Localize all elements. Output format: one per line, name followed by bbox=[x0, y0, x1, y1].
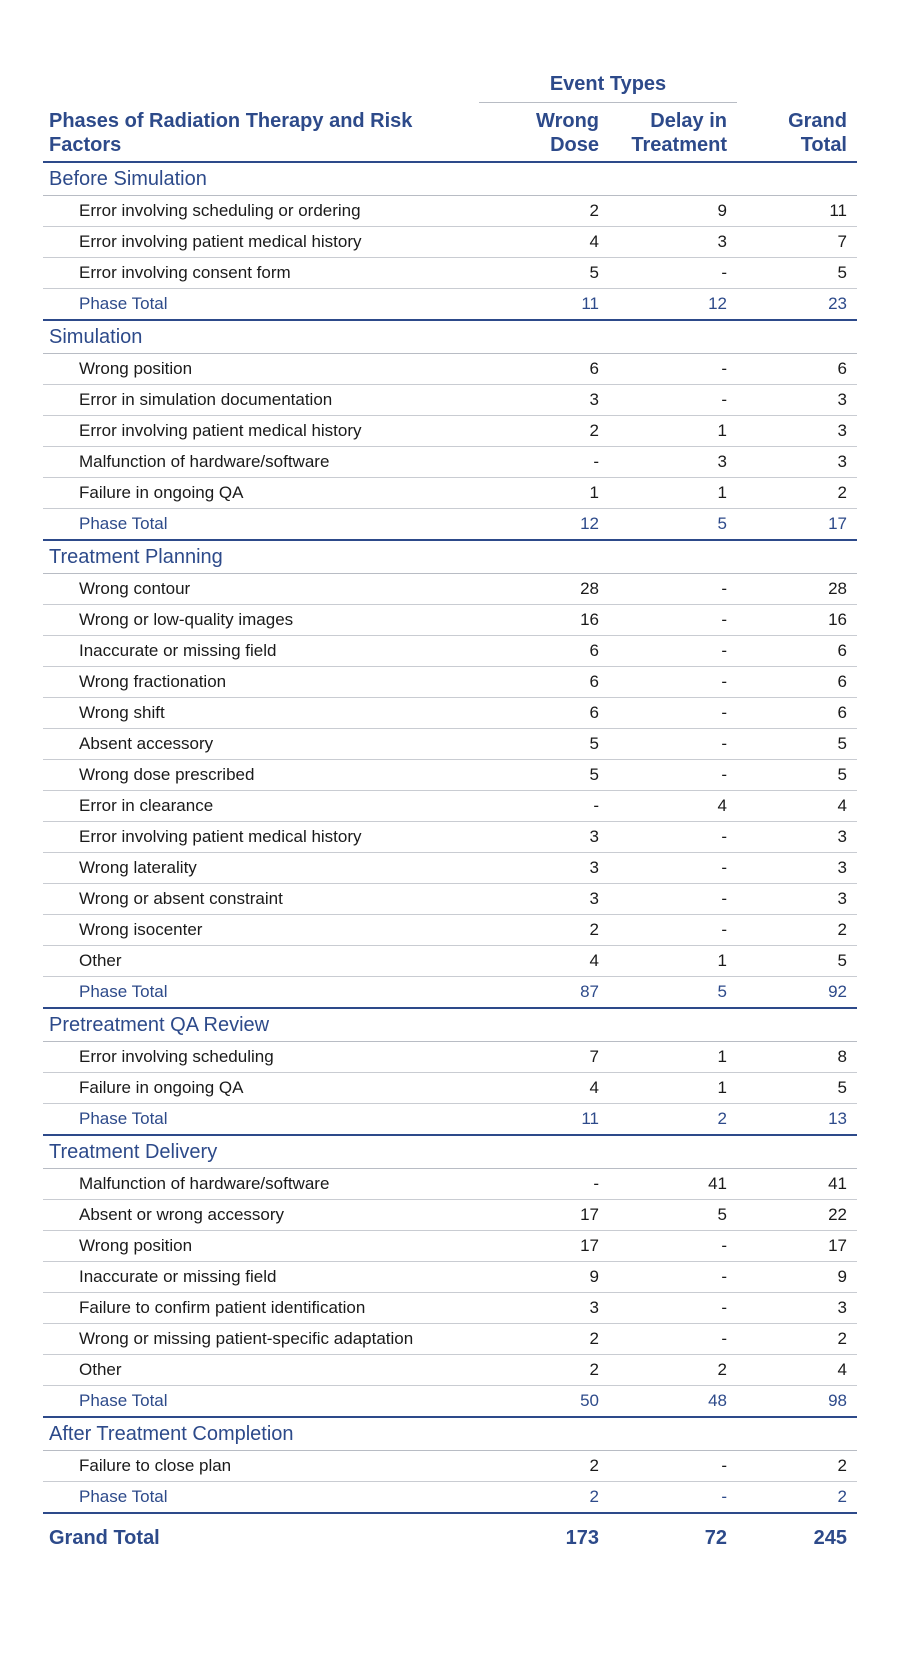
wrong-dose-value: 3 bbox=[479, 385, 609, 416]
phase-total-wrong-dose: 2 bbox=[479, 1482, 609, 1514]
delay-value: - bbox=[609, 915, 737, 946]
risk-factor-label: Wrong position bbox=[43, 354, 479, 385]
risk-factor-label: Wrong laterality bbox=[43, 853, 479, 884]
phase-total-wrong-dose: 50 bbox=[479, 1386, 609, 1418]
event-types-label: Event Types bbox=[549, 73, 667, 95]
table-row bbox=[43, 1073, 857, 1104]
wrong-dose-value: 17 bbox=[479, 1200, 609, 1231]
phase-total-wrong-dose: 11 bbox=[479, 289, 609, 321]
table-row bbox=[43, 447, 857, 478]
grand-total-value: 3 bbox=[737, 853, 857, 884]
phase-total-grand: 2 bbox=[737, 1482, 857, 1514]
risk-factor-label: Wrong or missing patient-specific adaptation bbox=[43, 1324, 479, 1355]
risk-factor-label: Wrong or absent constraint bbox=[43, 884, 479, 915]
wrong-dose-value: 3 bbox=[479, 853, 609, 884]
delay-value: 41 bbox=[609, 1169, 737, 1200]
grand-total-value: 3 bbox=[737, 1293, 857, 1324]
wrong-dose-value: 2 bbox=[479, 196, 609, 227]
delay-value: - bbox=[609, 667, 737, 698]
table-row bbox=[43, 946, 857, 977]
table-row bbox=[43, 1042, 857, 1073]
phase-total-row bbox=[43, 977, 857, 1009]
risk-factor-label: Inaccurate or missing field bbox=[43, 636, 479, 667]
grand-total-delay: 72 bbox=[609, 1513, 737, 1562]
phase-total-grand: 17 bbox=[737, 509, 857, 541]
delay-value: - bbox=[609, 1451, 737, 1482]
grand-total-grand: 245 bbox=[737, 1513, 857, 1562]
wrong-dose-value: 9 bbox=[479, 1262, 609, 1293]
risk-factor-label: Failure in ongoing QA bbox=[43, 478, 479, 509]
table-row bbox=[43, 791, 857, 822]
table-body bbox=[43, 162, 857, 1513]
wrong-dose-value: 6 bbox=[479, 636, 609, 667]
table-row bbox=[43, 1262, 857, 1293]
phase-total-label: Phase Total bbox=[43, 1482, 479, 1514]
grand-total-value: 22 bbox=[737, 1200, 857, 1231]
phase-total-delay: 12 bbox=[609, 289, 737, 321]
delay-value: - bbox=[609, 760, 737, 791]
phase-total-row bbox=[43, 1104, 857, 1136]
phase-name: Treatment Delivery bbox=[43, 1135, 857, 1169]
table-row bbox=[43, 1200, 857, 1231]
delay-value: 4 bbox=[609, 791, 737, 822]
table-row bbox=[43, 227, 857, 258]
phase-total-delay: 5 bbox=[609, 509, 737, 541]
grand-total-value: 4 bbox=[737, 791, 857, 822]
risk-factor-label: Error in clearance bbox=[43, 791, 479, 822]
wrong-dose-value: 1 bbox=[479, 478, 609, 509]
delay-value: - bbox=[609, 853, 737, 884]
grand-total-label: Grand Total bbox=[43, 1513, 479, 1562]
wrong-dose-value: 16 bbox=[479, 605, 609, 636]
grand-total-value: 3 bbox=[737, 385, 857, 416]
wrong-dose-value: 17 bbox=[479, 1231, 609, 1262]
delay-value: 1 bbox=[609, 1073, 737, 1104]
risk-factor-label: Other bbox=[43, 1355, 479, 1386]
delay-value: 3 bbox=[609, 447, 737, 478]
table-row bbox=[43, 478, 857, 509]
grand-total-wrong-dose: 173 bbox=[479, 1513, 609, 1562]
delay-value: 2 bbox=[609, 1355, 737, 1386]
grand-total-value: 41 bbox=[737, 1169, 857, 1200]
risk-factor-label: Error involving scheduling bbox=[43, 1042, 479, 1073]
grand-total-value: 3 bbox=[737, 884, 857, 915]
table-row bbox=[43, 605, 857, 636]
wrong-dose-value: 3 bbox=[479, 884, 609, 915]
phase-total-wrong-dose: 87 bbox=[479, 977, 609, 1009]
risk-factor-label: Failure to confirm patient identification bbox=[43, 1293, 479, 1324]
table-row bbox=[43, 354, 857, 385]
phase-total-row bbox=[43, 1482, 857, 1514]
grand-total-value: 8 bbox=[737, 1042, 857, 1073]
wrong-dose-value: 4 bbox=[479, 227, 609, 258]
wrong-dose-value: 7 bbox=[479, 1042, 609, 1073]
risk-factor-label: Failure in ongoing QA bbox=[43, 1073, 479, 1104]
grand-total-value: 5 bbox=[737, 946, 857, 977]
wrong-dose-value: - bbox=[479, 1169, 609, 1200]
table-row bbox=[43, 196, 857, 227]
delay-value: 5 bbox=[609, 1200, 737, 1231]
table-row bbox=[43, 884, 857, 915]
grand-total-value: 7 bbox=[737, 227, 857, 258]
phase-total-grand: 98 bbox=[737, 1386, 857, 1418]
phase-name: Simulation bbox=[43, 320, 857, 354]
phase-total-row bbox=[43, 289, 857, 321]
risk-factor-table bbox=[43, 64, 857, 1562]
grand-total-value: 6 bbox=[737, 667, 857, 698]
grand-total-value: 5 bbox=[737, 258, 857, 289]
phase-total-label: Phase Total bbox=[43, 1386, 479, 1418]
phase-header-row bbox=[43, 320, 857, 354]
table-row bbox=[43, 1231, 857, 1262]
risk-factor-label: Absent or wrong accessory bbox=[43, 1200, 479, 1231]
wrong-dose-value: 5 bbox=[479, 729, 609, 760]
risk-factor-label: Malfunction of hardware/software bbox=[43, 1169, 479, 1200]
grand-total-value: 3 bbox=[737, 416, 857, 447]
delay-value: - bbox=[609, 1262, 737, 1293]
phase-total-grand: 92 bbox=[737, 977, 857, 1009]
grand-total-column-header: Grand Total bbox=[737, 103, 857, 163]
grand-total-row bbox=[43, 1513, 857, 1562]
table-row bbox=[43, 1451, 857, 1482]
delay-value: - bbox=[609, 884, 737, 915]
wrong-dose-value: 6 bbox=[479, 354, 609, 385]
delay-value: 1 bbox=[609, 416, 737, 447]
grand-total-value: 3 bbox=[737, 447, 857, 478]
wrong-dose-value: 2 bbox=[479, 915, 609, 946]
wrong-dose-value: 6 bbox=[479, 667, 609, 698]
risk-factor-label: Other bbox=[43, 946, 479, 977]
wrong-dose-value: 2 bbox=[479, 416, 609, 447]
grand-total-value: 17 bbox=[737, 1231, 857, 1262]
phase-total-grand: 13 bbox=[737, 1104, 857, 1136]
phase-total-label: Phase Total bbox=[43, 509, 479, 541]
phase-header-row bbox=[43, 540, 857, 574]
risk-factor-label: Failure to close plan bbox=[43, 1451, 479, 1482]
phase-total-label: Phase Total bbox=[43, 289, 479, 321]
grand-total-value: 28 bbox=[737, 574, 857, 605]
table-row bbox=[43, 853, 857, 884]
delay-value: 1 bbox=[609, 478, 737, 509]
phase-total-delay: 48 bbox=[609, 1386, 737, 1418]
delay-value: - bbox=[609, 698, 737, 729]
grand-total-value: 2 bbox=[737, 1324, 857, 1355]
table-row bbox=[43, 636, 857, 667]
risk-factor-label: Error involving patient medical history bbox=[43, 416, 479, 447]
phase-header-row bbox=[43, 1135, 857, 1169]
delay-value: 3 bbox=[609, 227, 737, 258]
grand-total-value: 6 bbox=[737, 636, 857, 667]
wrong-dose-value: 2 bbox=[479, 1451, 609, 1482]
phase-total-delay: 5 bbox=[609, 977, 737, 1009]
delay-value: - bbox=[609, 605, 737, 636]
wrong-dose-value: - bbox=[479, 447, 609, 478]
phase-total-row bbox=[43, 1386, 857, 1418]
table-row bbox=[43, 1324, 857, 1355]
risk-factor-label: Error involving scheduling or ordering bbox=[43, 196, 479, 227]
table-row bbox=[43, 698, 857, 729]
risk-factor-label: Wrong fractionation bbox=[43, 667, 479, 698]
phase-total-wrong-dose: 11 bbox=[479, 1104, 609, 1136]
delay-value: - bbox=[609, 385, 737, 416]
delay-value: - bbox=[609, 1324, 737, 1355]
delay-value: - bbox=[609, 729, 737, 760]
risk-factor-label: Wrong or low-quality images bbox=[43, 605, 479, 636]
grand-total-value: 11 bbox=[737, 196, 857, 227]
wrong-dose-value: - bbox=[479, 791, 609, 822]
table-row bbox=[43, 258, 857, 289]
risk-factor-label: Malfunction of hardware/software bbox=[43, 447, 479, 478]
grand-total-value: 6 bbox=[737, 354, 857, 385]
table-row bbox=[43, 915, 857, 946]
wrong-dose-value: 3 bbox=[479, 822, 609, 853]
phase-total-grand: 23 bbox=[737, 289, 857, 321]
delay-value: - bbox=[609, 354, 737, 385]
phase-total-row bbox=[43, 509, 857, 541]
delay-value: - bbox=[609, 1293, 737, 1324]
phase-total-label: Phase Total bbox=[43, 977, 479, 1009]
delay-value: - bbox=[609, 822, 737, 853]
table-row bbox=[43, 667, 857, 698]
table-row bbox=[43, 385, 857, 416]
grand-total-value: 3 bbox=[737, 822, 857, 853]
phases-column-header: Phases of Radiation Therapy and Risk Factors bbox=[43, 103, 479, 163]
risk-factor-label: Error involving patient medical history bbox=[43, 227, 479, 258]
risk-factor-label: Error in simulation documentation bbox=[43, 385, 479, 416]
phase-name: Pretreatment QA Review bbox=[43, 1008, 857, 1042]
phase-name: Treatment Planning bbox=[43, 540, 857, 574]
risk-factor-label: Wrong dose prescribed bbox=[43, 760, 479, 791]
grand-total-value: 2 bbox=[737, 915, 857, 946]
risk-factor-label: Wrong position bbox=[43, 1231, 479, 1262]
wrong-dose-value: 2 bbox=[479, 1355, 609, 1386]
delay-value: 1 bbox=[609, 946, 737, 977]
table-row bbox=[43, 416, 857, 447]
risk-factor-label: Error involving patient medical history bbox=[43, 822, 479, 853]
delay-value: 9 bbox=[609, 196, 737, 227]
wrong-dose-value: 4 bbox=[479, 946, 609, 977]
table-row bbox=[43, 760, 857, 791]
wrong-dose-value: 6 bbox=[479, 698, 609, 729]
table-row bbox=[43, 1293, 857, 1324]
phase-total-delay: - bbox=[609, 1482, 737, 1514]
event-types-header bbox=[479, 64, 737, 103]
grand-total-value: 6 bbox=[737, 698, 857, 729]
table-row bbox=[43, 574, 857, 605]
delay-value: - bbox=[609, 636, 737, 667]
table-row bbox=[43, 729, 857, 760]
phase-header-row bbox=[43, 162, 857, 196]
table-row bbox=[43, 1169, 857, 1200]
phase-total-wrong-dose: 12 bbox=[479, 509, 609, 541]
phase-total-delay: 2 bbox=[609, 1104, 737, 1136]
delay-value: 1 bbox=[609, 1042, 737, 1073]
grand-total-value: 16 bbox=[737, 605, 857, 636]
grand-total-value: 5 bbox=[737, 729, 857, 760]
grand-total-value: 5 bbox=[737, 760, 857, 791]
wrong-dose-value: 2 bbox=[479, 1324, 609, 1355]
phase-total-label: Phase Total bbox=[43, 1104, 479, 1136]
delay-value: - bbox=[609, 1231, 737, 1262]
delay-value: - bbox=[609, 258, 737, 289]
risk-factor-label: Absent accessory bbox=[43, 729, 479, 760]
grand-total-value: 2 bbox=[737, 478, 857, 509]
phase-header-row bbox=[43, 1008, 857, 1042]
grand-total-value: 2 bbox=[737, 1451, 857, 1482]
table-row bbox=[43, 822, 857, 853]
wrong-dose-value: 5 bbox=[479, 760, 609, 791]
phase-name: After Treatment Completion bbox=[43, 1417, 857, 1451]
wrong-dose-column-header: Wrong Dose bbox=[479, 103, 609, 163]
wrong-dose-value: 28 bbox=[479, 574, 609, 605]
delay-column-header: Delay in Treatment bbox=[609, 103, 737, 163]
grand-total-value: 4 bbox=[737, 1355, 857, 1386]
risk-factor-label: Error involving consent form bbox=[43, 258, 479, 289]
delay-value: - bbox=[609, 574, 737, 605]
wrong-dose-value: 3 bbox=[479, 1293, 609, 1324]
risk-factor-label: Inaccurate or missing field bbox=[43, 1262, 479, 1293]
phase-header-row bbox=[43, 1417, 857, 1451]
phase-name: Before Simulation bbox=[43, 162, 857, 196]
risk-factor-label: Wrong shift bbox=[43, 698, 479, 729]
wrong-dose-value: 4 bbox=[479, 1073, 609, 1104]
grand-total-value: 5 bbox=[737, 1073, 857, 1104]
table-row bbox=[43, 1355, 857, 1386]
grand-total-value: 9 bbox=[737, 1262, 857, 1293]
risk-factor-label: Wrong contour bbox=[43, 574, 479, 605]
wrong-dose-value: 5 bbox=[479, 258, 609, 289]
risk-factor-label: Wrong isocenter bbox=[43, 915, 479, 946]
